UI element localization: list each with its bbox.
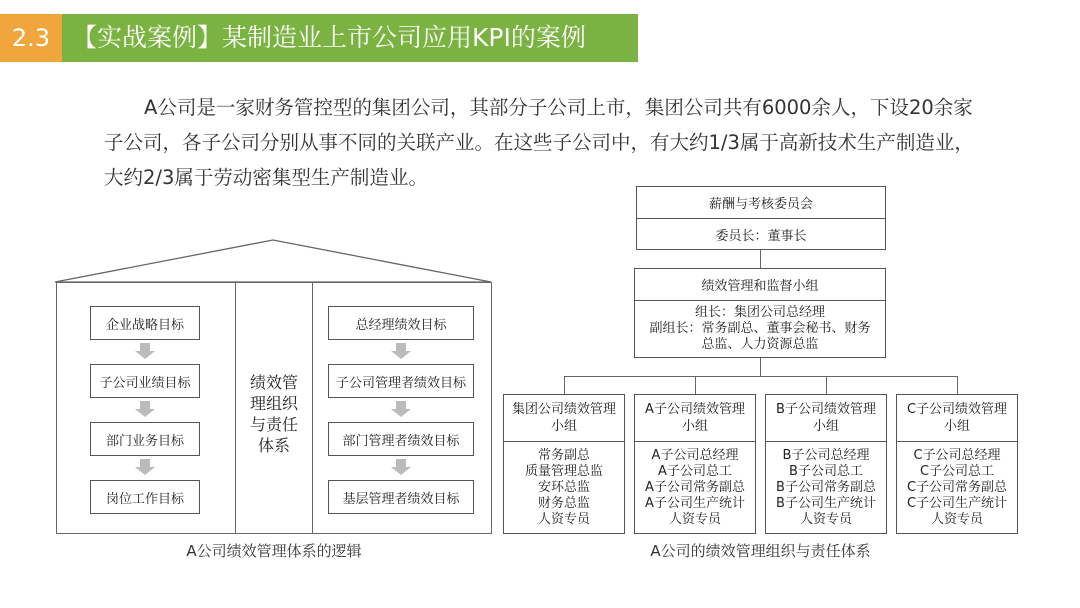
team-name-line: 集团公司绩效管理 (511, 402, 616, 417)
org-chart-caption: A公司的绩效管理组织与责任体系 (650, 542, 871, 560)
team-name-line: 小组 (812, 419, 839, 434)
dept-manager-goal-box: 部门管理者绩效目标 (328, 422, 474, 456)
team-members (504, 441, 624, 533)
page-title: 【实战案例】某制造业上市公司应用KPI的案例 (62, 14, 638, 62)
member: 人资专员 (668, 511, 721, 527)
member: 人资专员 (799, 511, 852, 527)
connector (760, 358, 761, 376)
team-members (897, 441, 1017, 533)
connector (957, 376, 958, 394)
team-name (897, 395, 1017, 441)
sub-manager-goal-box: 子公司管理者绩效目标 (328, 364, 474, 398)
member: 财务总监 (537, 495, 590, 511)
connector (564, 376, 565, 394)
team-name-line: C子公司绩效管理 (906, 402, 1008, 417)
committee-name: 薪酬与考核委员会 (708, 197, 813, 212)
subsidiary-goal-box: 子公司业绩目标 (90, 364, 200, 398)
oversight-group-box (634, 268, 886, 358)
center-label: 绩效管理组织与责任体系 (249, 373, 298, 455)
group-team-box (503, 394, 625, 534)
member: C子公司总经理 (913, 447, 1001, 463)
member: C子公司总工 (919, 463, 995, 479)
connector (826, 376, 827, 394)
member: 人资专员 (930, 511, 983, 527)
member: C子公司常务副总 (906, 479, 1008, 495)
section-number: 2.3 (0, 14, 62, 62)
team-members (766, 441, 886, 533)
team-name-line: A子公司绩效管理 (645, 402, 745, 417)
member: B子公司生产统计 (776, 495, 876, 511)
gm-goal-box: 总经理绩效目标 (328, 306, 474, 340)
oversight-group-name: 绩效管理和监督小组 (701, 279, 819, 294)
committee-detail: 委员长：董事长 (637, 218, 885, 249)
member: B子公司总工 (789, 463, 863, 479)
detail-line: 总监、人力资源总监 (701, 337, 819, 352)
department-goal-box: 部门业务目标 (90, 422, 200, 456)
connector (760, 250, 761, 268)
detail-line: 组长：集团公司总经理 (694, 305, 825, 320)
team-name (635, 395, 755, 441)
member: 安环总监 (537, 479, 590, 495)
connector (695, 376, 696, 394)
a-team-box (634, 394, 756, 534)
member: B子公司常务副总 (776, 479, 876, 495)
b-team-box (765, 394, 887, 534)
c-team-box (896, 394, 1018, 534)
team-name-line: 小组 (681, 419, 708, 434)
detail-line: 副组长：常务副总、董事会秘书、财务 (649, 321, 871, 336)
team-name (504, 395, 624, 441)
team-name (766, 395, 886, 441)
member: 质量管理总监 (524, 463, 603, 479)
member: A子公司总经理 (651, 447, 739, 463)
intro-paragraph: A公司是一家财务管控型的集团公司，其部分子公司上市，集团公司共有6000余人，下设20余家子公司，各子公司分别从事不同的关联产业。在这些子公司中，有大约1/3属于高新技术生产制造业，大约2/3属于劳动密集型生产制造业。 (104, 96, 974, 189)
member: A子公司常务副总 (645, 479, 745, 495)
committee-box (636, 186, 886, 250)
base-manager-goal-box: 基层管理者绩效目标 (328, 480, 474, 514)
connector (564, 376, 957, 377)
member: B子公司总经理 (782, 447, 870, 463)
member: A子公司总工 (658, 463, 732, 479)
team-members (635, 441, 755, 533)
member: A子公司生产统计 (645, 495, 745, 511)
team-name-line: 小组 (550, 419, 577, 434)
team-name-line: 小组 (943, 419, 970, 434)
member: 常务副总 (537, 447, 590, 463)
position-goal-box: 岗位工作目标 (90, 480, 200, 514)
strategy-goal-box: 企业战略目标 (90, 306, 200, 340)
house-roof (50, 236, 496, 286)
logic-diagram-caption: A公司绩效管理体系的逻辑 (186, 542, 362, 560)
oversight-group-detail (635, 300, 885, 357)
team-name-line: B子公司绩效管理 (776, 402, 876, 417)
member: C子公司生产统计 (906, 495, 1008, 511)
member: 人资专员 (537, 511, 590, 527)
